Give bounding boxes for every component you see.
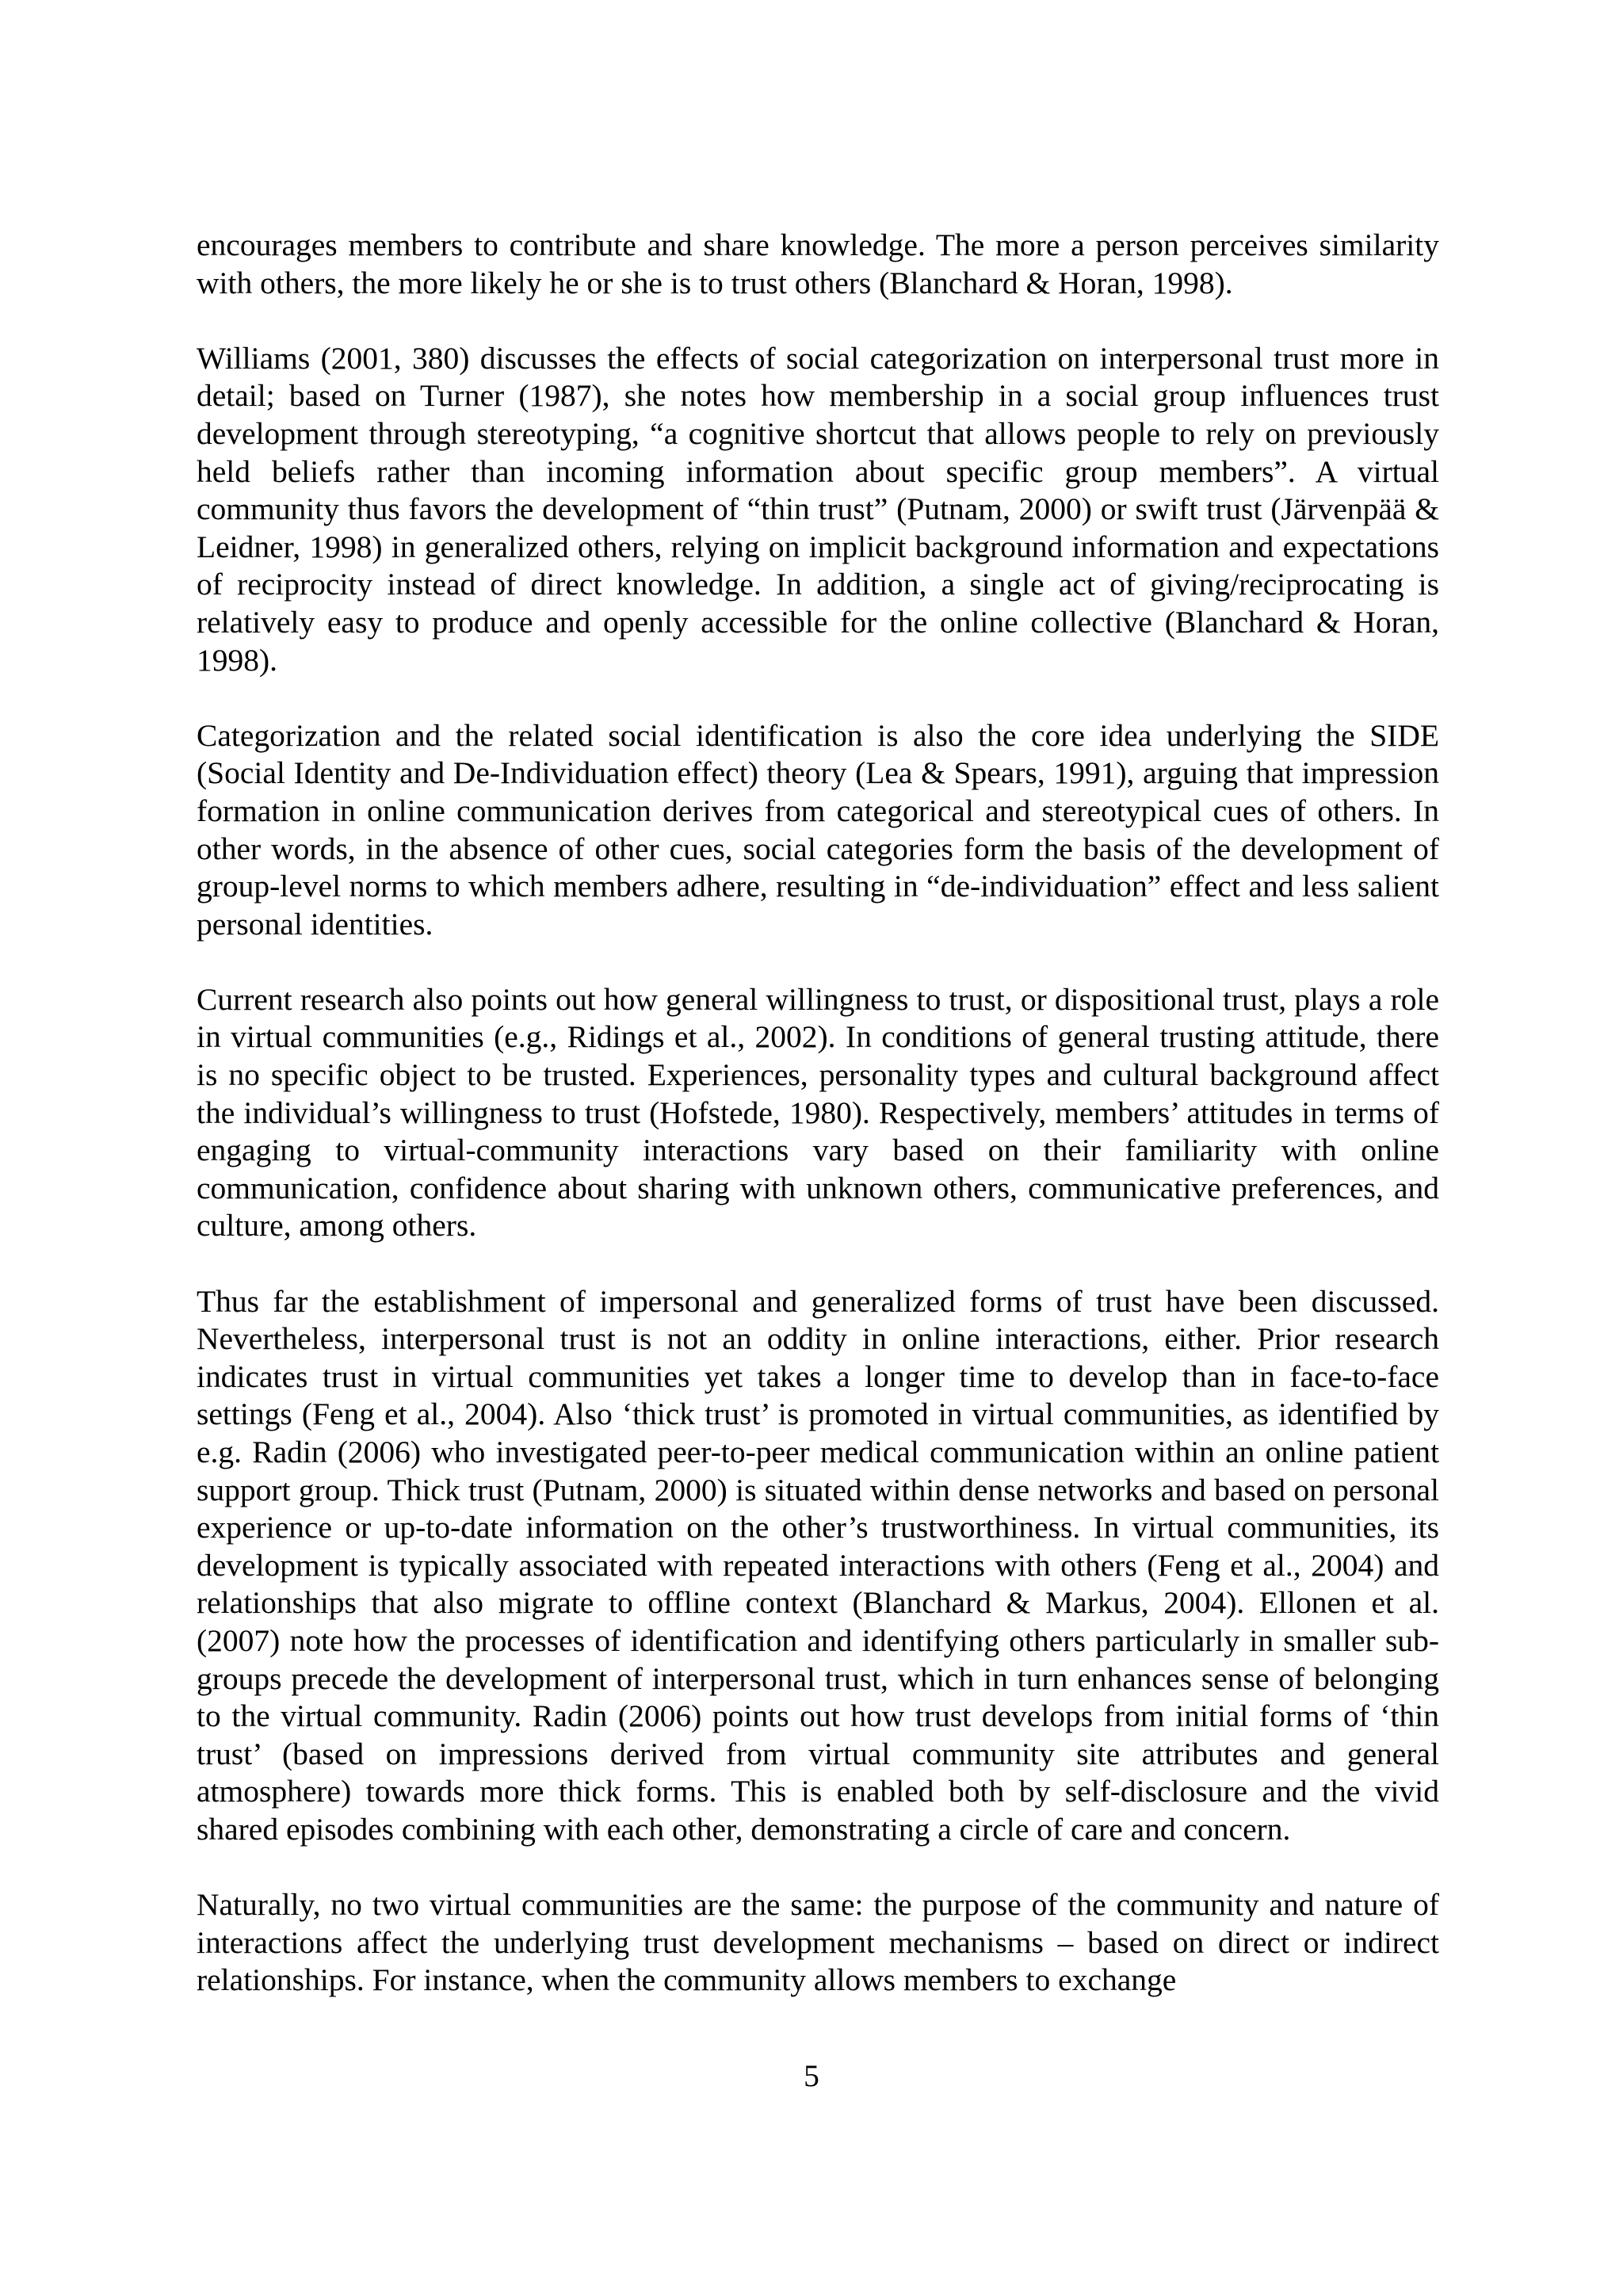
- body-text: [197, 227, 1439, 2038]
- paragraph-2: Williams (2001, 380) discusses the effects of social categorization on interpersonal trust more in detail; based on Turner (1987), she notes how membership in a social group influences trust development through stereotyping, “a cognitive shortcut that allows people to rely on previously held beliefs rather than incoming information about specific group members”. A virtual community thus favors the development of “thin trust” (Putnam, 2000) or swift trust (Järvenpää & Leidner, 1998) in generalized others, relying on implicit background information and expectations of reciprocity instead of direct knowledge. In addition, a single act of giving/reciprocating is relatively easy to produce and openly accessible for the online collective (Blanchard & Horan, 1998).: [197, 340, 1439, 678]
- page-number: 5: [804, 2058, 819, 2093]
- paragraph-1: encourages members to contribute and share knowledge. The more a person perceives similarity with others, the more likely he or she is to trust others (Blanchard & Horan, 1998).: [197, 227, 1439, 300]
- paragraph-6: Naturally, no two virtual communities are the same: the purpose of the community and nature of interactions affect the underlying trust development mechanisms – based on direct or indirect relationships. For instance, when the community allows members to exchange: [197, 1887, 1439, 1998]
- paragraph-3: Categorization and the related social identification is also the core idea underlying the SIDE (Social Identity and De-Individuation effect) theory (Lea & Spears, 1991), arguing that impression formation in online communication derives from categorical and stereotypical cues of others. In other words, in the absence of other cues, social categories form the basis of the development of group-level norms to which members adhere, resulting in “de-individuation” effect and less salient personal identities.: [197, 717, 1439, 942]
- paragraph-5: Thus far the establishment of impersonal and generalized forms of trust have been discussed. Nevertheless, interpersonal trust is not an oddity in online interactions, either. Prior research indicates trust in virtual communities yet takes a longer time to develop than in face-to-face settings (Feng et al., 2004). Also ‘thick trust’ is promoted in virtual communities, as identified by e.g. Radin (2006) who investigated peer-to-peer medical communication within an online patient support group. Thick trust (Putnam, 2000) is situated within dense networks and based on personal experience or up-to-date information on the other’s trustworthiness. In virtual communities, its development is typically associated with repeated interactions with others (Feng et al., 2004) and relationships that also migrate to offline context (Blanchard & Markus, 2004). Ellonen et al. (2007) note how the processes of identification and identifying others particularly in smaller sub-groups precede the development of interpersonal trust, which in turn enhances sense of belonging to the virtual community. Radin (2006) points out how trust develops from initial forms of ‘thin trust’ (based on impressions derived from virtual community site attributes and general atmosphere) towards more thick forms. This is enabled both by self-disclosure and the vivid shared episodes combining with each other, demonstrating a circle of care and concern.: [197, 1283, 1439, 1847]
- paragraph-4: Current research also points out how general willingness to trust, or dispositional trust, plays a role in virtual communities (e.g., Ridings et al., 2002). In conditions of general trusting attitude, there is no specific object to be trusted. Experiences, personality types and cultural background affect the individual’s willingness to trust (Hofstede, 1980). Respectively, members’ attitudes in terms of engaging to virtual-community interactions vary based on their familiarity with online communication, confidence about sharing with unknown others, communicative preferences, and culture, among others.: [197, 981, 1439, 1244]
